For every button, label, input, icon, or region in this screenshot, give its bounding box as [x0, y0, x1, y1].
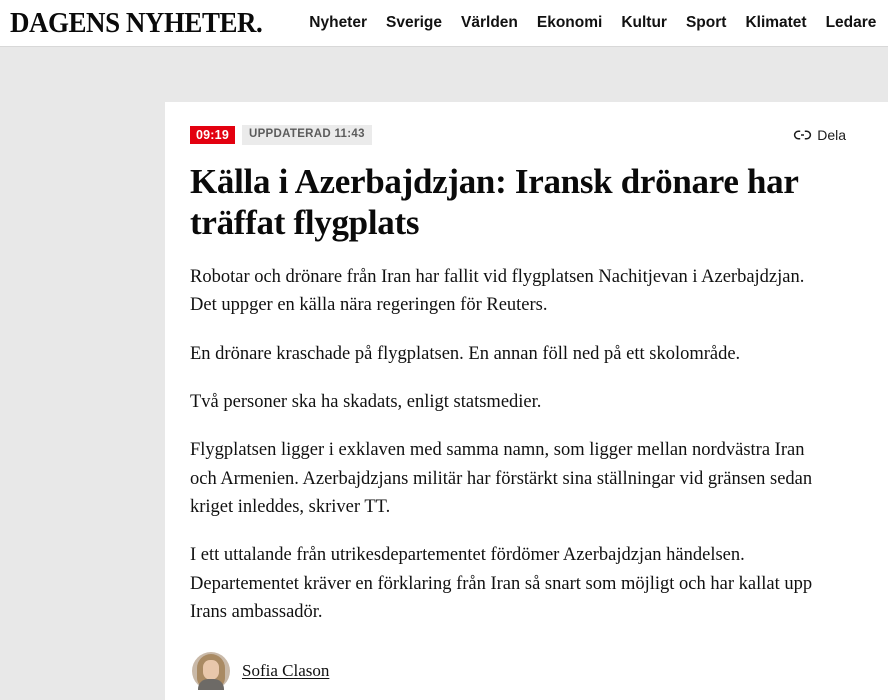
site-header: [0, 0, 888, 47]
publish-time-badge: 09:19: [190, 126, 235, 145]
avatar: [192, 652, 230, 690]
article-paragraph: En drönare kraschade på flygplatsen. En annan föll ned på ett skolområde.: [190, 343, 741, 364]
author-link[interactable]: Sofia Clason: [242, 661, 330, 681]
article-paragraph: Robotar och drönare från Iran har fallit vid flygplatsen Nachitjevan i Azerbajdzjan. Det uppger en källa nära regeringen för Reuters.: [190, 267, 805, 316]
article-paragraph: Flygplatsen ligger i exklaven med samma namn, som ligger mellan nordvästra Iran och Armenien. Azerbajdzjans militär har förstärkt sina ställningar vid gränsen sedan kriget inleddes, skriver TT.: [190, 440, 813, 517]
byline: [190, 652, 846, 690]
nav-item-kultur[interactable]: Kultur: [621, 14, 667, 31]
nav-item-sport[interactable]: Sport: [685, 14, 727, 31]
article-paragraph: I ett uttalande från utrikesdepartementet fördömer Azerbajdzjan händelsen. Departementet kräver en förklaring från Iran så snart som möjligt och har kallat upp Irans ambassadör.: [190, 545, 813, 622]
link-icon: [794, 129, 811, 141]
page-title: Källa i Azerbajdzjan: Iransk drönare har träffat flygplats: [190, 162, 798, 242]
article-paragraph: Två personer ska ha skadats, enligt statsmedier.: [190, 392, 542, 413]
nav-item-ledare[interactable]: Ledare: [825, 14, 877, 31]
nav-item-sverige[interactable]: Sverige: [386, 14, 443, 31]
nav-item-ekonomi[interactable]: Ekonomi: [536, 14, 603, 31]
page-background: [0, 47, 888, 681]
updated-time-label: UPPDATERAD 11:43: [242, 125, 372, 145]
article-card: [165, 102, 888, 700]
site-logo[interactable]: DAGENS NYHETER.: [10, 6, 263, 39]
share-button[interactable]: [794, 127, 846, 143]
share-label: Dela: [817, 127, 846, 143]
nav-item-nyheter[interactable]: Nyheter: [309, 14, 367, 31]
nav-item-varlden[interactable]: Världen: [461, 14, 518, 31]
nav-item-klimatet[interactable]: Klimatet: [745, 14, 807, 31]
article-meta-row: [190, 124, 846, 146]
main-navigation: [309, 14, 876, 32]
article-body: [190, 263, 846, 626]
